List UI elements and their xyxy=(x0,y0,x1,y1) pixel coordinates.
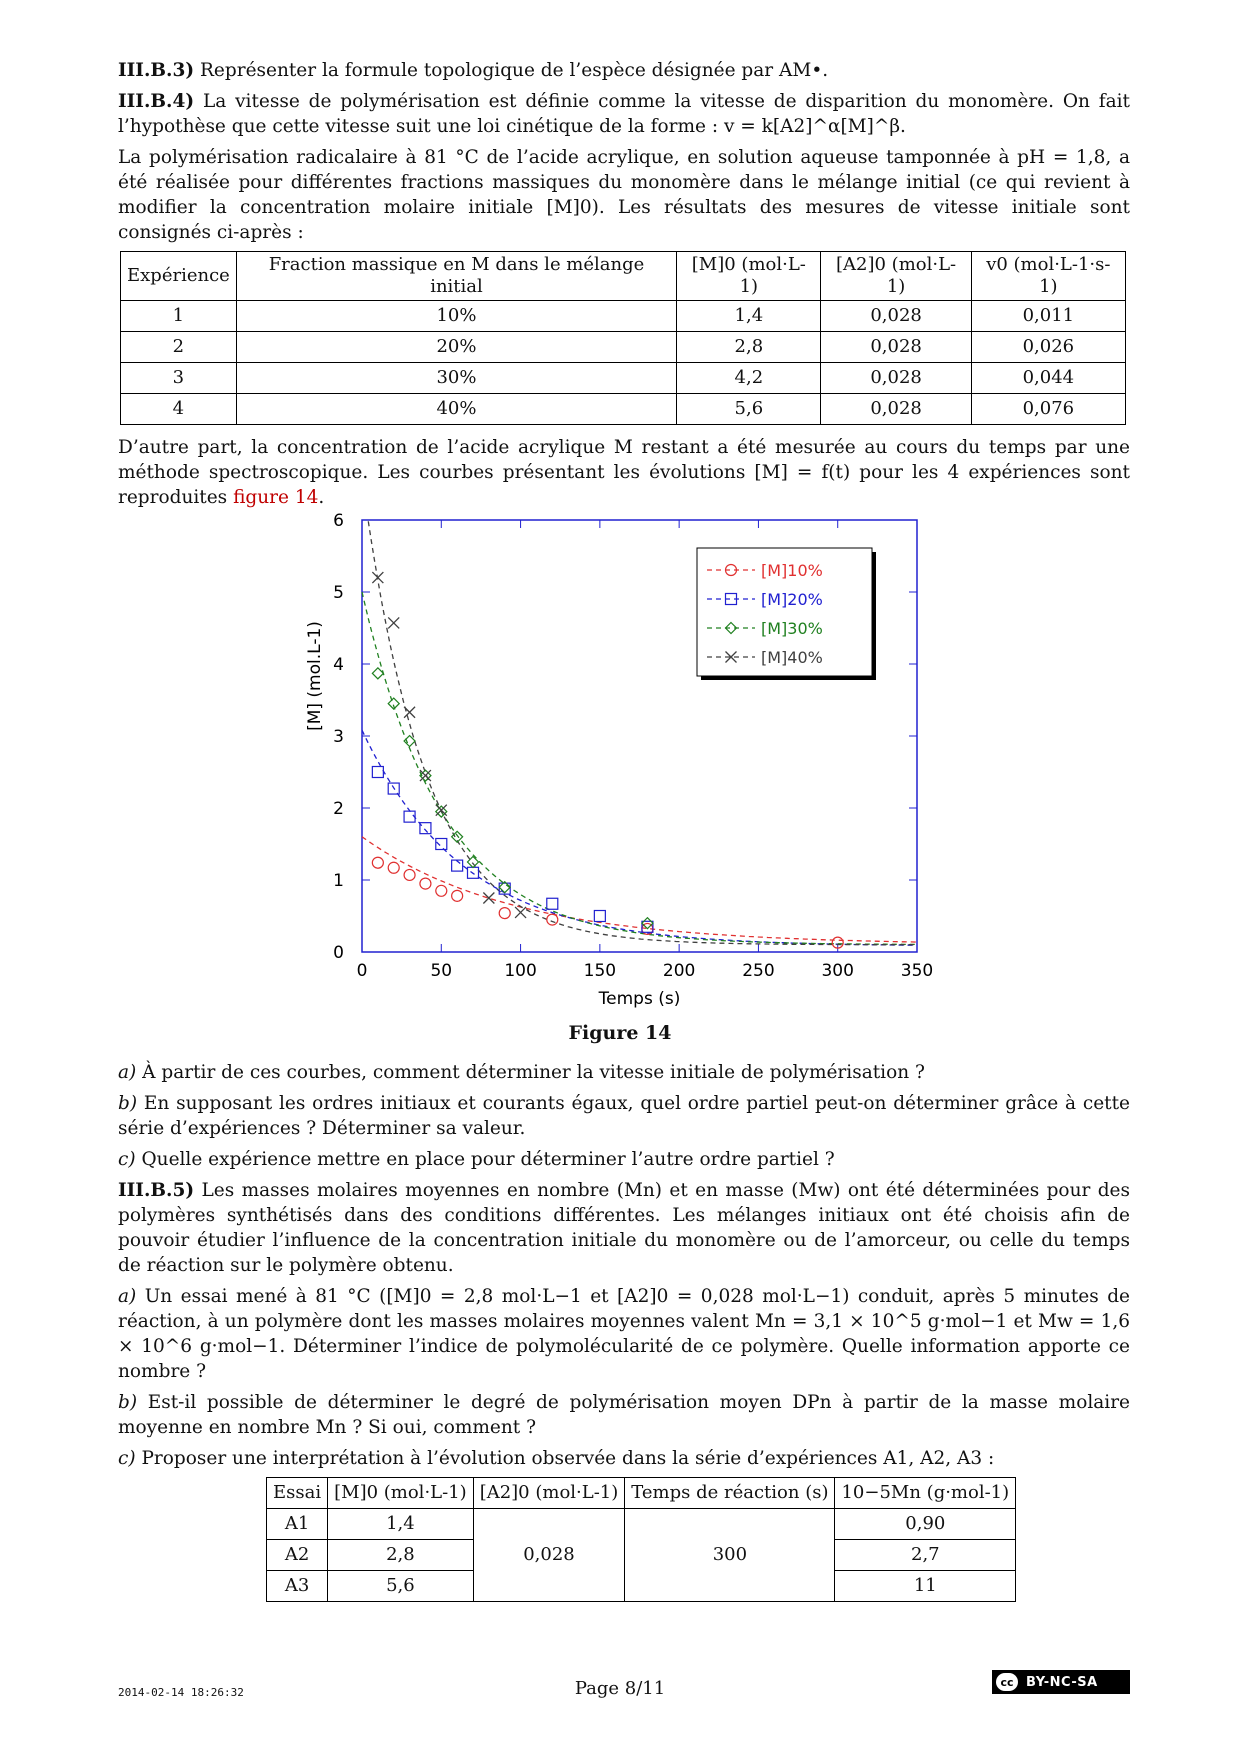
question-a xyxy=(118,1060,1130,1085)
table-header: [A2]0 (mol·L-1) xyxy=(821,252,971,301)
table-cell: 20% xyxy=(236,332,676,363)
legend-label: [M]40% xyxy=(761,648,823,667)
x-tick-label: 300 xyxy=(821,961,854,981)
question-text: La vitesse de polymérisation est définie comme la vitesse de disparition du monomère. On fait l’hypothèse que cette vitesse suit une loi cinétique de la forme : v = k[A2]^α[M]^β. xyxy=(118,91,1130,137)
cc-icon: cc xyxy=(996,1673,1018,1691)
y-axis-label: [M] (mol.L-1) xyxy=(305,621,325,731)
question-5c xyxy=(118,1446,1130,1471)
question-c xyxy=(118,1147,1130,1172)
fit-curve xyxy=(362,837,917,942)
table-cell: 0,044 xyxy=(971,363,1125,394)
table-cell: 4 xyxy=(121,394,237,425)
data-point xyxy=(515,907,526,918)
table-cell: 0,028 xyxy=(821,394,971,425)
legend-label: [M]20% xyxy=(761,590,823,609)
data-point xyxy=(594,911,605,922)
table-cell: A3 xyxy=(267,1571,328,1602)
question-label: III.B.4) xyxy=(118,91,195,112)
x-tick-label: 150 xyxy=(583,961,617,981)
data-point xyxy=(452,890,463,901)
data-point xyxy=(404,869,415,880)
figure-caption: Figure 14 xyxy=(568,1022,672,1044)
question-5a xyxy=(118,1284,1130,1384)
question-5b xyxy=(118,1390,1130,1440)
data-point xyxy=(436,839,447,850)
table-header: [M]0 (mol·L-1) xyxy=(328,1478,474,1509)
table-cell: 0,028 xyxy=(821,332,971,363)
table-cell: 2 xyxy=(121,332,237,363)
questions-block xyxy=(118,1060,1130,1602)
mass-table xyxy=(266,1477,1016,1602)
table-cell: 0,011 xyxy=(971,301,1125,332)
x-axis-label: Temps (s) xyxy=(598,989,681,1009)
table-header: v0 (mol·L-1·s-1) xyxy=(971,252,1125,301)
question-label: a) xyxy=(118,1062,137,1083)
paragraph-spectroscopy xyxy=(118,435,1130,510)
table-row xyxy=(267,1509,1016,1540)
fit-curve xyxy=(362,730,917,945)
data-point xyxy=(547,914,558,925)
data-point xyxy=(499,908,510,919)
data-point xyxy=(420,878,431,889)
license-text: BY-NC-SA xyxy=(1026,1674,1098,1690)
question-label: b) xyxy=(118,1392,138,1413)
license-badge[interactable] xyxy=(992,1670,1130,1694)
table-cell: 0,90 xyxy=(835,1509,1016,1540)
table-cell: 1,4 xyxy=(328,1509,474,1540)
y-tick-label: 5 xyxy=(333,583,344,603)
table-cell: 0,026 xyxy=(971,332,1125,363)
data-point xyxy=(388,617,399,628)
figure-link[interactable]: figure 14 xyxy=(233,487,319,508)
data-point xyxy=(547,898,558,909)
table-header: [M]0 (mol·L-1) xyxy=(677,252,821,301)
table-header: Fraction massique en M dans le mélange initial xyxy=(236,252,676,301)
y-tick-label: 2 xyxy=(333,799,344,819)
table-cell: 0,028 xyxy=(821,301,971,332)
question-text: Les masses molaires moyennes en nombre (Mn) et en masse (Mw) ont été déterminées pour des polymères synthétisés dans des conditions différentes. Les mélanges initiaux ont été choisis afin de pouvoir étudier l’influence de la concentration initiale du monomère ou de l’amorceur, ou celle du temps de réaction sur le polymère obtenu. xyxy=(118,1180,1130,1276)
table-cell: 5,6 xyxy=(328,1571,474,1602)
data-point xyxy=(372,572,383,583)
table-cell: 2,7 xyxy=(835,1540,1016,1571)
table-cell: A1 xyxy=(267,1509,328,1540)
table-cell: A2 xyxy=(267,1540,328,1571)
question-label: a) xyxy=(118,1286,137,1307)
y-tick-label: 1 xyxy=(333,871,344,891)
figure-14-chart xyxy=(300,500,950,1020)
data-point xyxy=(372,767,383,778)
table-cell: 4,2 xyxy=(677,363,821,394)
table-header: Essai xyxy=(267,1478,328,1509)
y-tick-label: 4 xyxy=(333,655,344,675)
table-row xyxy=(121,301,1126,332)
data-point xyxy=(372,857,383,868)
data-point xyxy=(436,885,447,896)
table-header: Expérience xyxy=(121,252,237,301)
table-cell: 300 xyxy=(625,1509,835,1602)
rate-table xyxy=(120,251,1126,425)
question-label: b) xyxy=(118,1093,138,1114)
x-tick-label: 100 xyxy=(504,961,537,981)
x-tick-label: 50 xyxy=(430,961,453,981)
question-label: III.B.3) xyxy=(118,60,195,81)
question-b xyxy=(118,1091,1130,1141)
question-III-B-3 xyxy=(118,58,1130,83)
table-cell: 3 xyxy=(121,363,237,394)
question-label: III.B.5) xyxy=(118,1180,195,1201)
table-header: [A2]0 (mol·L-1) xyxy=(473,1478,625,1509)
legend-label: [M]30% xyxy=(761,619,823,638)
table-cell: 2,8 xyxy=(328,1540,474,1571)
data-point xyxy=(404,707,415,718)
paragraph-experiment: La polymérisation radicalaire à 81 °C de l’acide acrylique, en solution aqueuse tamponnée à pH = 1,8, a été réalisée pour différentes fractions massiques du monomère dans le mélange initial (ce qui revient à modifier la concentration molaire initiale [M]0). Les résultats des mesures de vitesse initiale sont consignés ci-après : xyxy=(118,147,1130,243)
table-cell: 0,028 xyxy=(821,363,971,394)
question-text: En supposant les ordres initiaux et courants égaux, quel ordre partiel peut-on déterminer grâce à cette série d’expériences ? Déterminer sa valeur. xyxy=(118,1093,1130,1139)
x-tick-label: 250 xyxy=(742,961,775,981)
page-body xyxy=(118,58,1130,516)
question-text: Proposer une interprétation à l’évolution observée dans la série d’expériences A1, A2, A3 : xyxy=(141,1448,995,1469)
legend-label: [M]10% xyxy=(761,561,823,580)
table-header: 10−5Mn (g·mol-1) xyxy=(835,1478,1016,1509)
question-III-B-4 xyxy=(118,89,1130,139)
table-row xyxy=(121,363,1126,394)
page-number: Page 8/11 xyxy=(574,1678,666,1699)
y-tick-label: 6 xyxy=(333,511,344,531)
question-text: Est-il possible de déterminer le degré de polymérisation moyen DPn à partir de la masse molaire moyenne en nombre Mn ? Si oui, comment ? xyxy=(118,1392,1130,1438)
table-cell: 1 xyxy=(121,301,237,332)
paragraph-text: D’autre part, la concentration de l’acide acrylique M restant a été mesurée au cours du temps par une méthode spectroscopique. Les courbes présentant les évolutions [M] = f(t) pour les 4 expériences sont reproduites xyxy=(118,437,1130,508)
data-point xyxy=(372,668,383,679)
table-cell: 0,028 xyxy=(473,1509,625,1602)
x-tick-label: 200 xyxy=(662,961,696,981)
x-tick-label: 0 xyxy=(356,961,368,981)
table-cell: 10% xyxy=(236,301,676,332)
footer-date: 2014-02-14 18:26:32 xyxy=(118,1686,244,1699)
y-tick-label: 3 xyxy=(333,727,344,747)
data-point xyxy=(388,862,399,873)
question-text: Un essai mené à 81 °C ([M]0 = 2,8 mol·L−1 et [A2]0 = 0,028 mol·L−1) conduit, après 5 minutes de réaction, à un polymère dont les masses molaires moyennes valent Mn = 3,1 × 10^5 g·mol−1 et Mw = 1,6 × 10^6 g·mol−1. Déterminer l’indice de polymolécularité de ce polymère. Quelle information apporte ce nombre ? xyxy=(118,1286,1130,1382)
y-tick-label: 0 xyxy=(333,943,344,963)
table-cell: 40% xyxy=(236,394,676,425)
table-cell: 5,6 xyxy=(677,394,821,425)
data-point xyxy=(420,823,431,834)
question-text: Représenter la formule topologique de l’espèce désignée par AM•. xyxy=(200,60,829,81)
question-text: Quelle expérience mettre en place pour déterminer l’autre ordre partiel ? xyxy=(141,1149,835,1170)
table-cell: 1,4 xyxy=(677,301,821,332)
table-cell: 2,8 xyxy=(677,332,821,363)
data-point xyxy=(483,893,494,904)
table-cell: 0,076 xyxy=(971,394,1125,425)
x-tick-label: 350 xyxy=(900,961,934,981)
table-row xyxy=(121,394,1126,425)
table-cell: 30% xyxy=(236,363,676,394)
question-label: c) xyxy=(118,1149,136,1170)
question-text: À partir de ces courbes, comment déterminer la vitesse initiale de polymérisation ? xyxy=(142,1062,925,1083)
table-header-row xyxy=(267,1478,1016,1509)
table-cell: 11 xyxy=(835,1571,1016,1602)
table-header: Temps de réaction (s) xyxy=(625,1478,835,1509)
table-header-row xyxy=(121,252,1126,301)
question-label: c) xyxy=(118,1448,136,1469)
question-III-B-5 xyxy=(118,1178,1130,1278)
table-row xyxy=(121,332,1126,363)
paragraph-end: . xyxy=(318,487,325,508)
